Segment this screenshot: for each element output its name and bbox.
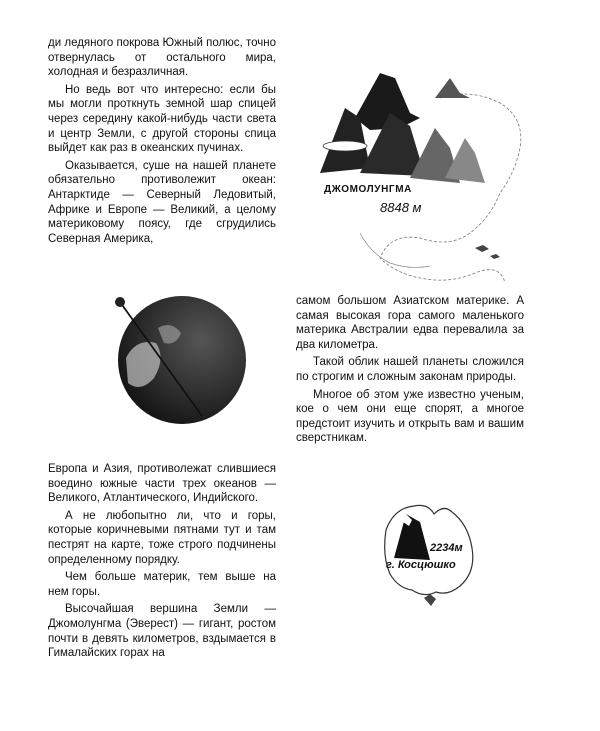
paragraph: Такой облик нашей планеты сложился по строгим и сложным законам природы. [296, 356, 524, 383]
paragraph: Высочайшая вершина Земли — Джомолунгма (Эверест) — гигант, ростом почти в девять километров, вздымается в Гималайских горах на [48, 603, 276, 660]
tasmania-shape [424, 594, 436, 606]
text-column-bottom-left [48, 462, 276, 664]
islands [475, 245, 500, 259]
kosciuszko-peak [394, 514, 430, 560]
paragraph: Чем больше материк, тем выше на нем горы. [48, 571, 276, 598]
australia-drawing [376, 500, 478, 612]
spindle-head [115, 297, 125, 307]
paragraph: А не любопытно ли, что и горы, которые коричневыми пятнами тут и там пестрят на карте, тоже строго подчинены определенному порядку. [48, 509, 276, 566]
paragraph: самом большом Азиатском материке. А самая высокая гора самого маленького материка Австралии едва перевалила за два километра. [296, 295, 524, 351]
paragraph: Многое об этом уже известно ученым, кое о чем они еще спорят, а многое предстоит изучить и открыть вам и вашим сверстникам. [296, 388, 524, 445]
globe-illustration [96, 288, 268, 428]
paragraph: ди ледяного покрова Южный полюс, точно отвернулась от остального мира, холодная и безразличная. [48, 37, 276, 79]
paragraph: Оказывается, суше на нашей планете обязательно противолежит океан: Антарктиде — Северный Ледовитый, Африке и Европе — Великий, а целому материковому поясу, где сгрудились Северная Америка, [48, 159, 276, 245]
everest-mountains-drawing [300, 58, 535, 290]
everest-name-label: ДЖОМОЛУНГМА [324, 184, 412, 195]
kosciuszko-height-label: 2234м [430, 542, 463, 554]
text-column-mid-right [296, 294, 524, 449]
everest-illustration [300, 58, 535, 290]
mountain-peak [435, 78, 470, 98]
text-column-top-left [48, 36, 276, 249]
paragraph: Но ведь вот что интересно: если бы мы могли проткнуть земной шар спицей через середину какой-нибудь части света и центр Земли, с другой стороны спица выйдет как раз в океанских пучинах. [48, 83, 276, 155]
snow-patch [323, 141, 367, 151]
australia-illustration [376, 500, 478, 612]
globe-drawing [96, 288, 268, 428]
paragraph: Европа и Азия, противолежат слившиеся воедино южные части трех океанов — Великого, Атлантического, Индийского. [48, 463, 276, 505]
everest-height-label: 8848 м [380, 200, 422, 215]
kosciuszko-name-label: г. Косцюшко [386, 559, 456, 571]
